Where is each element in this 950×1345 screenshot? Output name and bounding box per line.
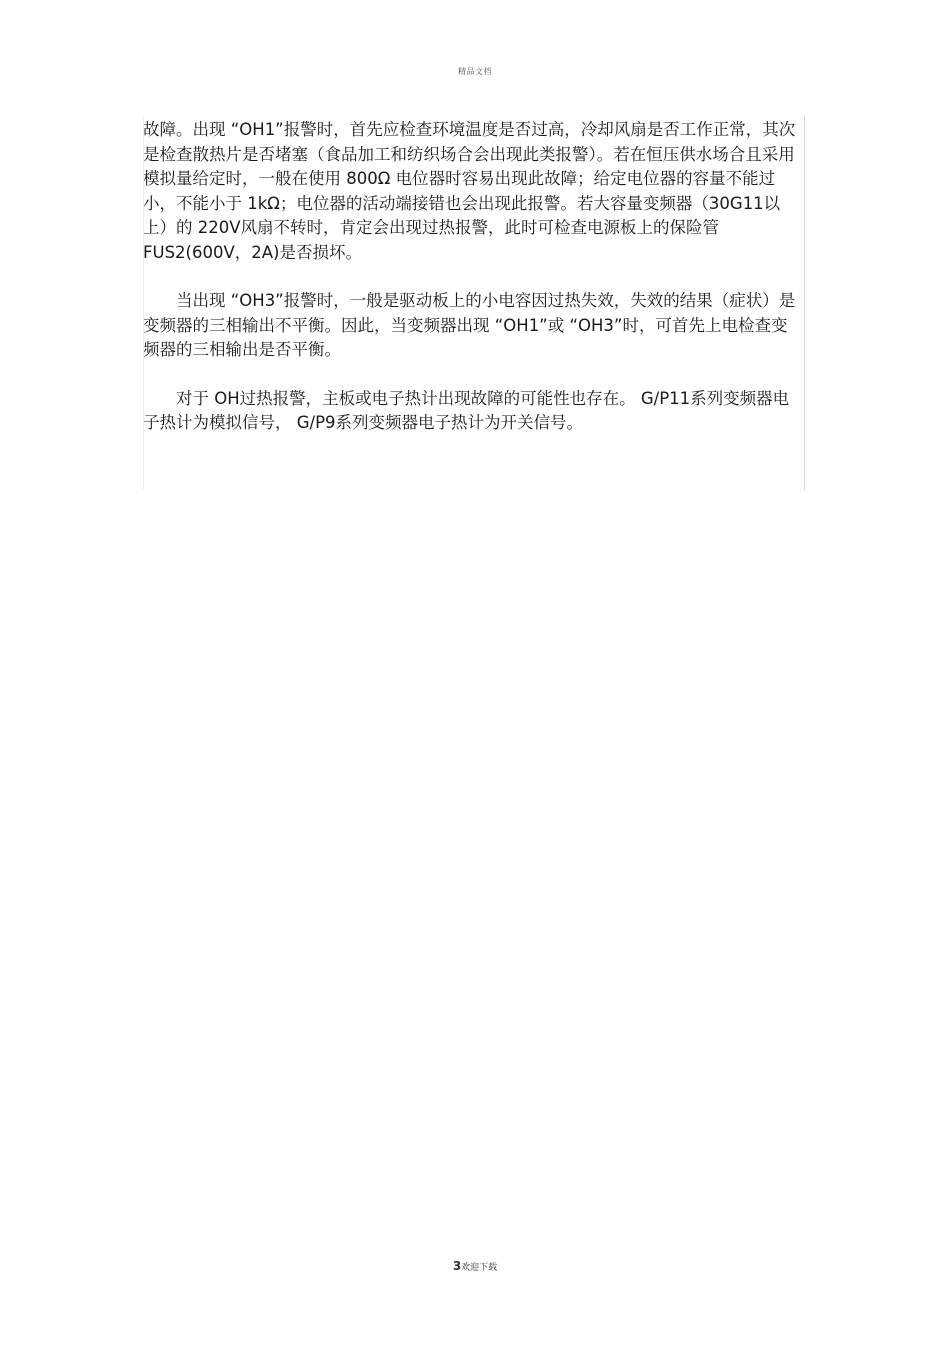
page-header xyxy=(0,66,950,77)
document-body xyxy=(143,116,805,490)
header-title: 精品文档 xyxy=(458,67,492,76)
paragraph-oh-thermal: 对于 OH过热报警，主板或电子热计出现故障的可能性也存在。 G/P11系列变频器电子热计为模拟信号， G/P9系列变频器电子热计为开关信号。 xyxy=(143,388,790,432)
page-number: 3 xyxy=(452,1259,462,1273)
paragraph-gap xyxy=(143,265,804,289)
paragraph-oh3-alarm: 当出现 “OH3”报警时，一般是驱动板上的小电容因过热失效，失效的结果（症状）是变频器的三相输出不平衡。因此，当变频器出现 “OH1”或 “OH3”时，可首先上电检查变频器的三相输出是否平衡。 xyxy=(143,291,796,359)
paragraph-oh1-alarm: 故障。出现 “OH1”报警时，首先应检查环境温度是否过高，冷却风扇是否工作正常，其次是检查散热片是否堵塞（食品加工和纺织场合会出现此类报警）。若在恒压供水场合且采用模拟量给定时，一般在使用 800Ω 电位器时容易出现此故障；给定电位器的容量不能过小，不能小于 1kΩ；电位器的活动端接错也会出现此报警。若大容量变频器（30G11以上）的 220V风扇不转时，肯定会出现过热报警，此时可检查电源板上的保险管 FUS2(600V，2A)是否损坏。 xyxy=(143,120,796,262)
paragraph-gap xyxy=(143,363,804,387)
footer-caption: 欢迎下载 xyxy=(461,1263,498,1273)
page-footer xyxy=(0,1259,950,1273)
